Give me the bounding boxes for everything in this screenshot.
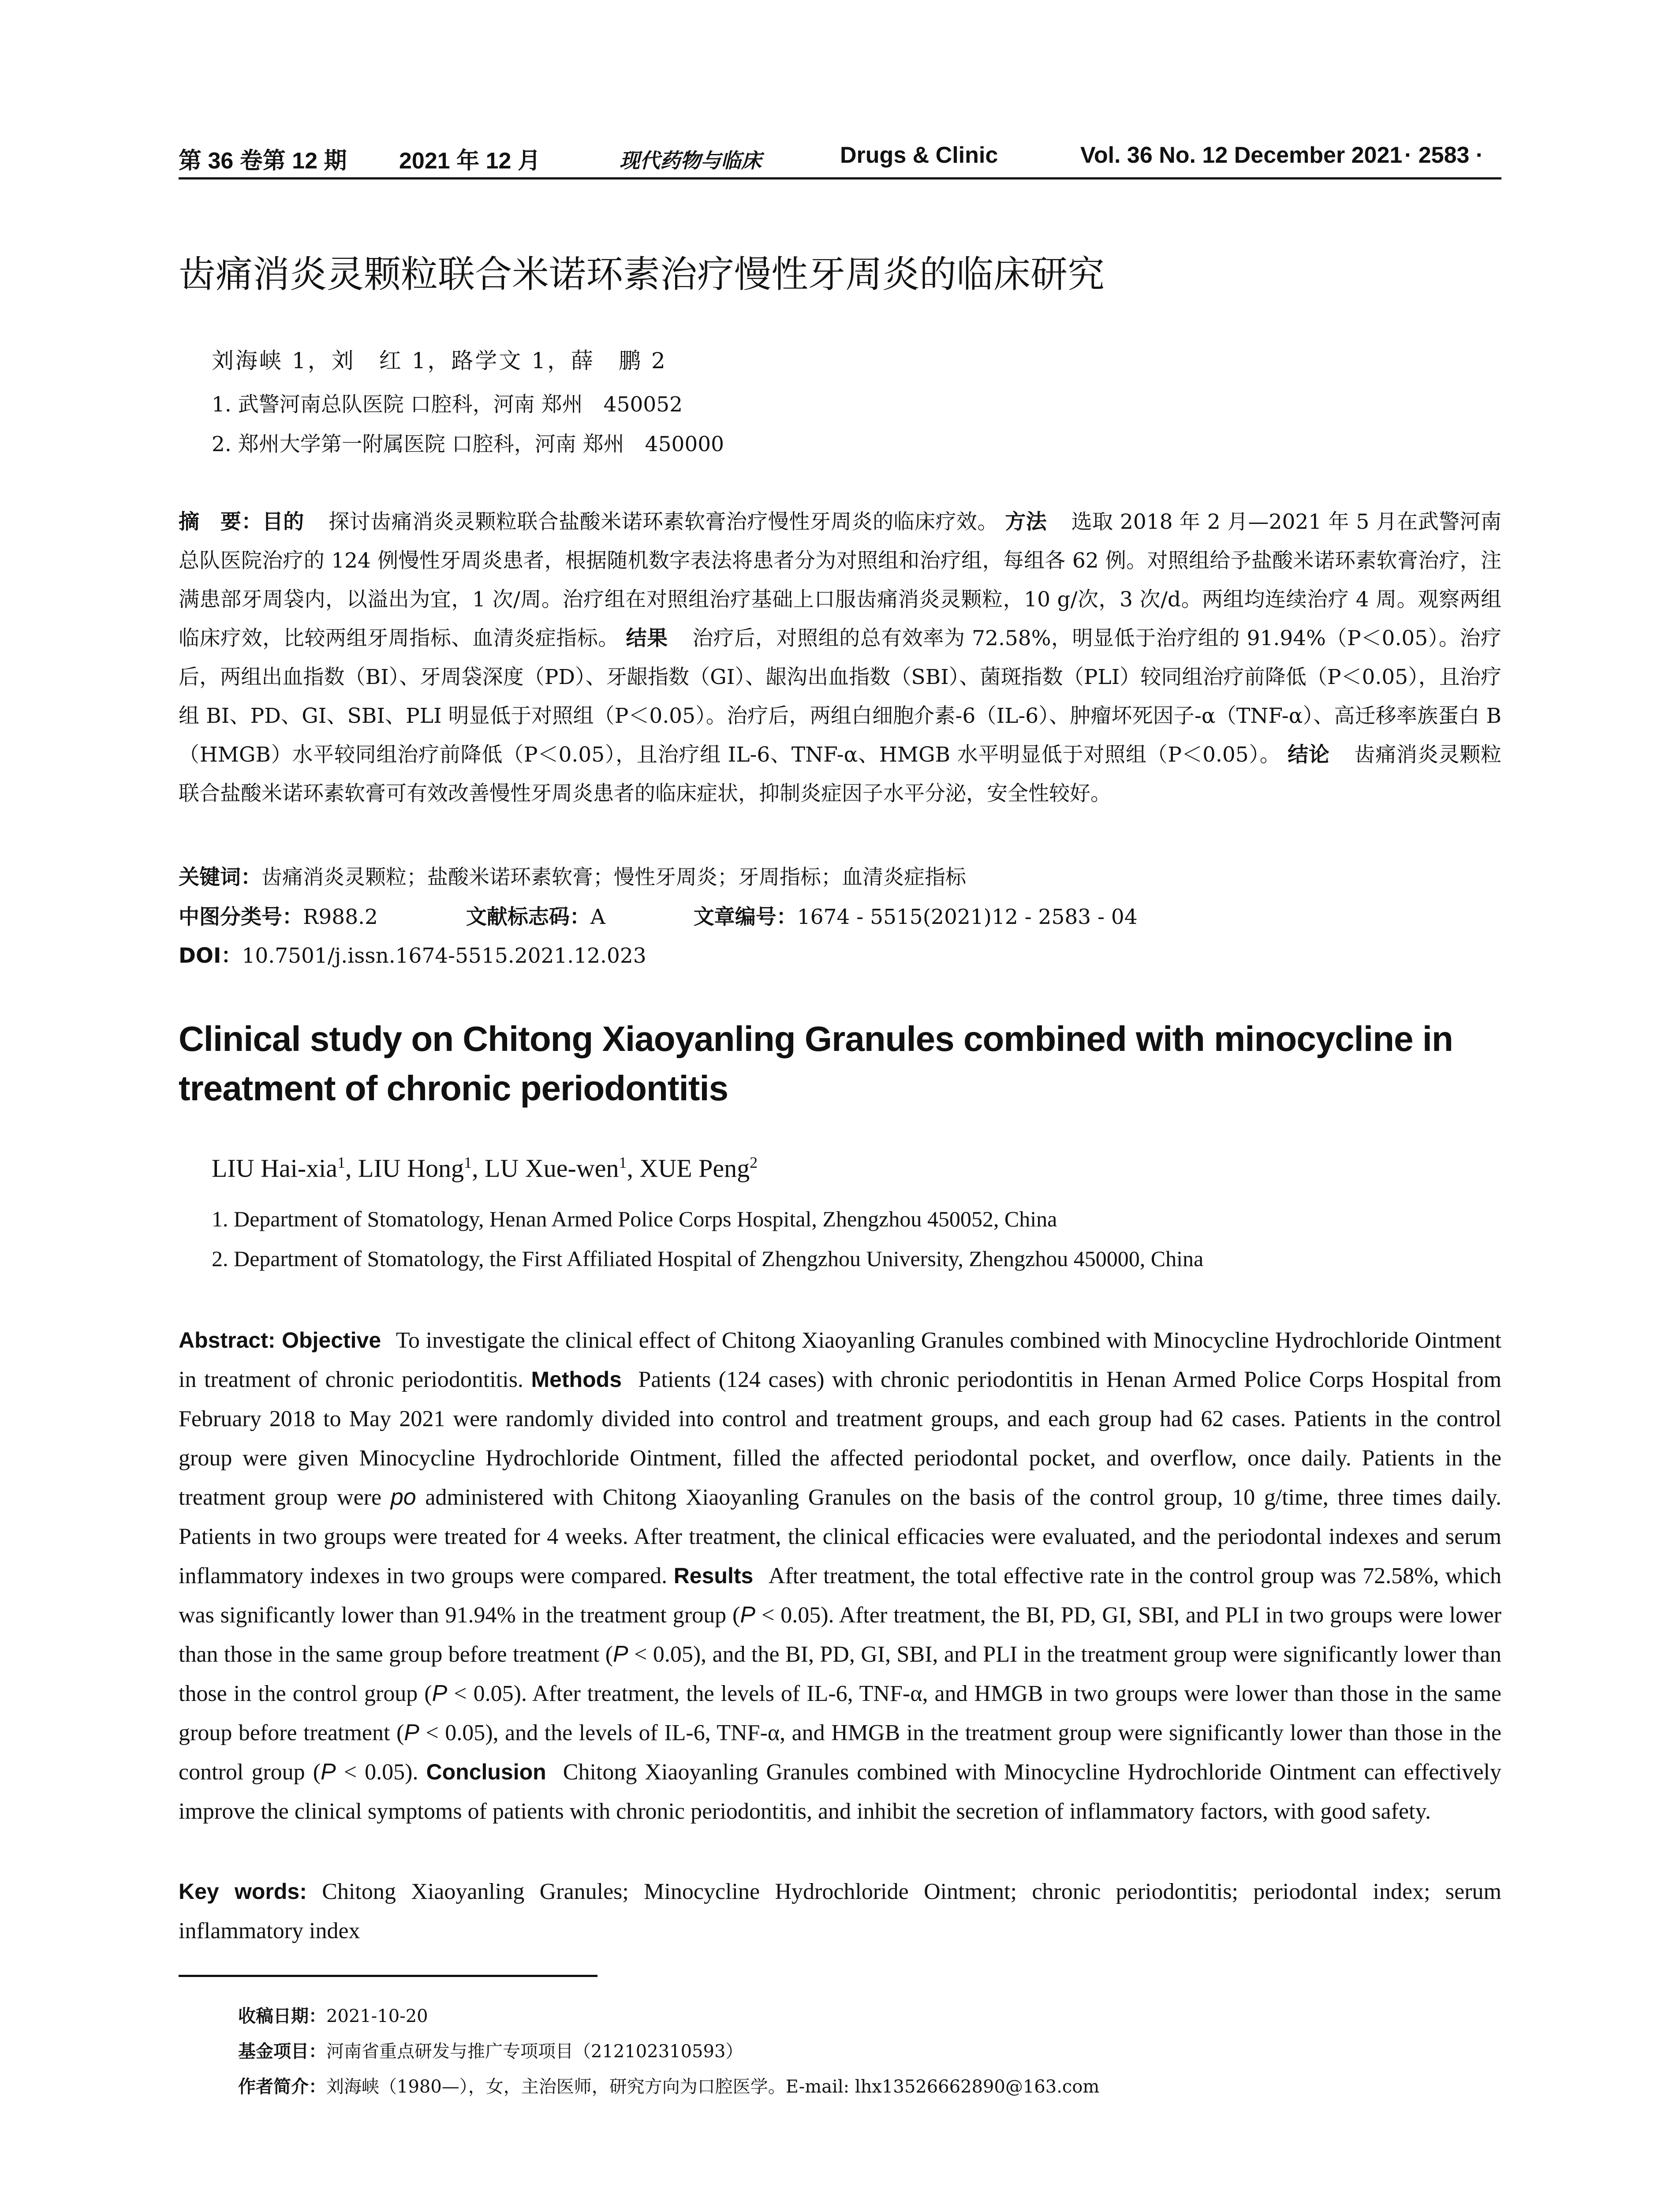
en-affiliation-1: 1. Department of Stomatology, Henan Armed Police Corps Hospital, Zhengzhou 450052, China: [212, 1207, 1057, 1231]
fund-text: 河南省重点研发与推广专项项目（212102310593）: [326, 2041, 743, 2062]
p-value: < 0.05: [628, 1642, 693, 1667]
en-results-text: ), and the levels of IL-6, TNF-α, and HMGB in the treatment group were significantly lower than those in the control group (: [179, 1720, 1502, 1785]
en-conclusion-text: Chitong Xiaoyanling Granules combined with Minocycline Hydrochloride Ointment can effectively improve the clinical symptoms of patients with chronic periodontitis, and inhibit the secretion of inflammatory factors, with good safety.: [179, 1760, 1502, 1824]
en-authors: LIU Hai-xia$^1$, LIU Hong$^1$, LU Xue-wen$^1$, XUE Peng$^2$: [212, 1154, 758, 1183]
en-author-name: LIU Hai-xia: [212, 1154, 338, 1183]
article-no-label: 文章编号：: [693, 905, 797, 929]
en-methods-label: Methods: [531, 1367, 622, 1392]
author-bio-label: 作者简介：: [238, 2077, 326, 2097]
header-volume-en: Vol. 36 No. 12 December 2021: [1080, 142, 1403, 168]
footnote-received: [238, 2002, 428, 2027]
cn-methods-label: 方法: [1005, 510, 1047, 534]
en-author-name: XUE Peng: [639, 1154, 750, 1183]
en-author-aff: 2: [750, 1154, 758, 1171]
p-symbol: P: [740, 1602, 756, 1628]
cn-keywords-text: 齿痛消炎灵颗粒；盐酸米诺环素软膏；慢性牙周炎；牙周指标；血清炎症指标: [261, 865, 966, 889]
cn-affiliation-2: 2. 郑州大学第一附属医院 口腔科，河南 郑州 450000: [212, 432, 724, 456]
header-date-cn: 2021 年 12 月: [399, 148, 541, 174]
received-label: 收稿日期：: [238, 2006, 326, 2026]
en-po-text: po: [390, 1484, 416, 1510]
header-volume-cn: 第 36 卷第 12 期: [179, 148, 347, 174]
header-page-number: · 2583 ·: [1404, 142, 1484, 168]
en-abstract: [179, 1321, 1501, 1831]
en-results-text: After treatment, the total effective rate in the control group was 72.58%, which was significantly lower than 91.94% in the treatment group (: [179, 1563, 1502, 1628]
doccode-label: 文献标志码：: [466, 905, 590, 929]
cn-keywords-label: 关键词：: [179, 865, 261, 889]
cn-methods-text: 选取 2018 年 2 月—2021 年 5 月在武警河南总队医院治疗的 124 例慢性牙周炎患者，根据随机数字表法将患者分为对照组和治疗组，每组各 62 例。对照组给予盐酸米诺环素软膏治疗，注满患部牙周袋内，以溢出为宜，1 次/周。治疗组在对照组治疗基础上口服齿痛消炎灵颗粒，10 g/次，3 次/d。两组均连续治疗 4 周。观察两组临床疗效，比较两组牙周指标、血清炎症指标。: [179, 510, 1502, 650]
cn-keywords: [179, 861, 966, 890]
running-header: [179, 142, 1501, 177]
doi-line: [179, 939, 646, 969]
header-journal-cn: 现代药物与临床: [620, 149, 762, 172]
p-symbol: P: [613, 1641, 628, 1667]
clc-label: 中图分类号：: [179, 905, 303, 929]
en-author-aff: 1: [337, 1154, 346, 1171]
footnote-rule: [179, 1975, 597, 1977]
cn-objective-label: 目的: [262, 510, 304, 534]
fund-label: 基金项目：: [238, 2041, 326, 2062]
en-keywords: [179, 1872, 1501, 1951]
p-symbol: P: [432, 1681, 448, 1706]
cn-classification: [179, 901, 1138, 930]
cn-conclusion-text: 齿痛消炎灵颗粒联合盐酸米诺环素软膏可有效改善慢性牙周炎患者的临床症状，抑制炎症因子水平分泌，安全性较好。: [179, 743, 1501, 806]
article-no-value: 1674 - 5515(2021)12 - 2583 - 04: [797, 905, 1138, 929]
cn-conclusion-label: 结论: [1288, 743, 1330, 767]
doi-value: 10.7501/j.issn.1674-5515.2021.12.023: [242, 944, 646, 968]
en-affiliation-2: 2. Department of Stomatology, the First Affiliated Hospital of Zhengzhou University, Zhengzhou 450000, China: [212, 1246, 1204, 1271]
cn-results-text: 治疗后，对照组的总有效率为 72.58%，明显低于治疗组的 91.94%（P＜0.05）。治疗后，两组出血指数（BI）、牙周袋深度（PD）、牙龈指数（GI）、龈沟出血指数（SBI）、菌斑指数（PLI）较同组治疗前降低（P＜0.05），且治疗组 BI、PD、GI、SBI、PLI 明显低于对照组（P＜0.05）。治疗后，两组白细胞介素-6（IL-6）、肿瘤坏死因子-α（TNF-α）、高迁移率族蛋白 B（HMGB）水平较同组治疗前降低（P＜0.05），且治疗组 IL-6、TNF-α、HMGB 水平明显低于对照组（P＜0.05）。: [179, 626, 1501, 767]
p-value: < 0.05: [419, 1720, 485, 1745]
en-abstract-label: Abstract: Objective: [179, 1328, 381, 1353]
en-author-aff: 1: [619, 1154, 627, 1171]
en-methods-text-2: administered with Chitong Xiaoyanling Granules on the basis of the control group, 10 g/time, three times daily. Patients in two groups were treated for 4 weeks. After treatment, the clinical efficacies were evaluated, and the periodontal indexes and serum inflammatory indexes in two groups were compared.: [179, 1485, 1501, 1588]
en-author-name: LU Xue-wen: [485, 1154, 619, 1183]
p-value: < 0.05: [447, 1681, 514, 1706]
en-author-name: LIU Hong: [358, 1154, 464, 1183]
en-results-text: ), and the BI, PD, GI, SBI, and PLI in the treatment group were significantly lower than those in the control group (: [179, 1642, 1501, 1706]
en-keywords-text: Chitong Xiaoyanling Granules; Minocycline Hydrochloride Ointment; chronic periodontitis; periodontal index; serum inflammatory index: [179, 1879, 1501, 1943]
cn-abstract-label: 摘 要：: [179, 510, 262, 534]
en-results-text: ). After treatment, the BI, PD, GI, SBI, and PLI in two groups were lower than those in the same group before treatment (: [179, 1603, 1502, 1667]
footnote-author: [238, 2073, 1099, 2098]
received-date: 2021-10-20: [326, 2006, 428, 2026]
en-author-aff: 1: [464, 1154, 472, 1171]
author-bio-text: 刘海峡（1980—），女，主治医师，研究方向为口腔医学。E-mail: lhx13526662890@163.com: [326, 2077, 1100, 2097]
header-journal-en: Drugs & Clinic: [840, 142, 998, 168]
footnote-fund: [238, 2037, 743, 2063]
p-value: < 0.05: [336, 1760, 405, 1785]
doccode-value: A: [590, 905, 605, 929]
p-value: < 0.05: [755, 1603, 821, 1628]
en-results-label: Results: [673, 1563, 754, 1588]
cn-affiliation-1: 1. 武警河南总队医院 口腔科，河南 郑州 450052: [212, 392, 683, 417]
clc-value: R988.2: [303, 905, 378, 929]
en-keywords-label: Key words:: [179, 1879, 307, 1904]
en-methods-text: Patients (124 cases) with chronic periodontitis in Henan Armed Police Corps Hospital from February 2018 to May 2021 were randomly divided into control and treatment groups, and each group had 62 cases. Patients in the control group were given Minocycline Hydrochloride Ointment, filled the affected periodontal pocket, and overflow, once daily. Patients in the treatment group were: [179, 1367, 1502, 1510]
cn-abstract: [179, 503, 1501, 813]
en-title: Clinical study on Chitong Xiaoyanling Granules combined with minocycline in treatment of chronic periodontitis: [179, 1019, 1453, 1108]
cn-objective-text: 探讨齿痛消炎灵颗粒联合盐酸米诺环素软膏治疗慢性牙周炎的临床疗效。: [329, 510, 998, 534]
header-rule: [179, 177, 1501, 179]
p-symbol: P: [321, 1759, 336, 1785]
cn-authors: 刘海峡 1，刘 红 1，路学文 1，薛 鹏 2: [212, 348, 667, 374]
doi-label: DOI：: [179, 944, 242, 968]
cn-results-label: 结果: [626, 626, 668, 650]
en-objective-text: To investigate the clinical effect of Chitong Xiaoyanling Granules combined with Minocycline Hydrochloride Ointment in treatment of chronic periodontitis.: [179, 1328, 1501, 1392]
cn-title: 齿痛消炎灵颗粒联合米诺环素治疗慢性牙周炎的临床研究: [179, 253, 1105, 296]
en-results-text: ).: [405, 1760, 418, 1785]
en-results-text: ). After treatment, the levels of IL-6, TNF-α, and HMGB in two groups were lower than those in the same group before treatment (: [179, 1681, 1501, 1745]
en-conclusion-label: Conclusion: [426, 1760, 546, 1784]
p-symbol: P: [404, 1720, 419, 1745]
